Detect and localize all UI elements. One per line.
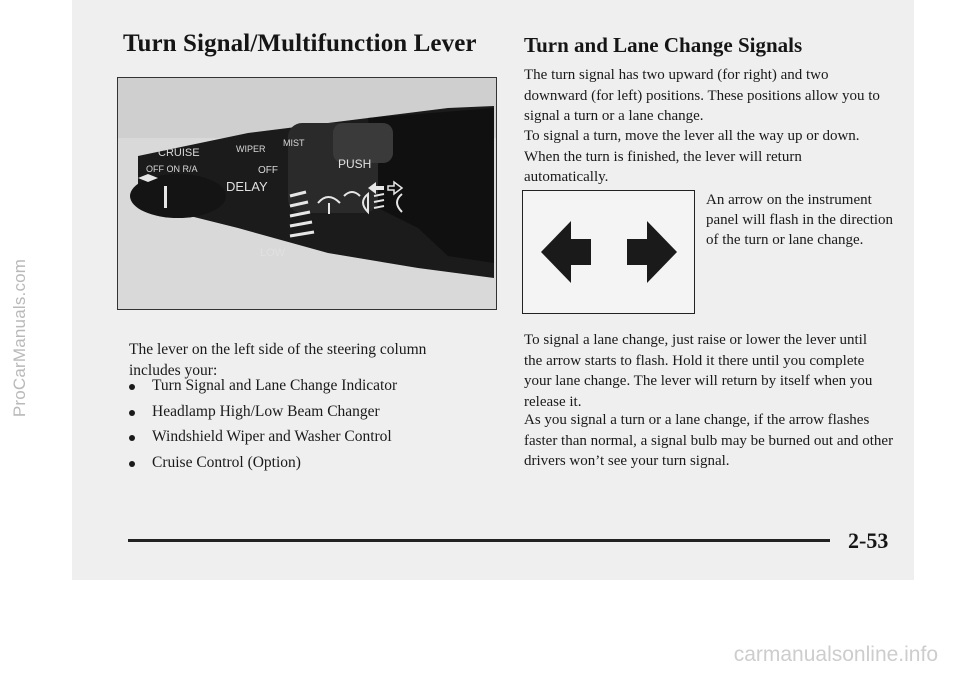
paragraph-signal-turn: To signal a turn, move the lever all the way up or down. When the turn is finished, the lever will return automatically. [524, 128, 860, 185]
page-number: 2-53 [848, 528, 889, 553]
list-item [126, 454, 397, 480]
footer-rule [128, 539, 830, 542]
cruise-switch-mark [164, 186, 167, 208]
paragraph-positions: The turn signal has two upward (for right) and two downward (for left) positions. These positions allow you to signal a turn or a lane change. [524, 67, 880, 124]
photo-label-wiper: WIPER [236, 144, 266, 154]
list-item [126, 377, 397, 403]
list-item-text: Headlamp High/Low Beam Changer [152, 402, 380, 420]
side-watermark: ProCarManuals.com [10, 258, 29, 418]
photo-label-delay: DELAY [226, 179, 268, 194]
arrow-caption: An arrow on the instrument panel will flash in the direction of the turn or lane change. [706, 192, 894, 248]
bullet-icon [129, 384, 135, 390]
lever-photo [117, 77, 497, 310]
lever-illustration [118, 78, 496, 309]
list-item-text: Cruise Control (Option) [152, 453, 301, 471]
paragraph-lane-change: To signal a lane change, just raise or lower the lever until the arrow starts to flash. Hold it there until you complete your lane change. The lever will return by itself when you release it. [524, 332, 873, 410]
photo-label-cruise: CRUISE [158, 147, 200, 159]
photo-label-mist: MIST [283, 138, 305, 148]
intro-text: The lever on the left side of the steering column includes your: [129, 341, 427, 379]
bottom-watermark: carmanualsonline.info [733, 643, 938, 666]
feature-list [126, 377, 397, 479]
list-item [126, 428, 397, 454]
list-item-text: Turn Signal and Lane Change Indicator [152, 377, 398, 394]
right-arrow-icon [627, 221, 677, 283]
list-item [126, 403, 397, 429]
paragraph-fast-flash: As you signal a turn or a lane change, if the arrow flashes faster than normal, a signal bulb may be burned out and other drivers won’t see your turn signal. [524, 412, 894, 469]
bullet-icon [129, 435, 135, 441]
photo-label-off-on-ra: OFF ON R/A [146, 164, 198, 174]
section-title-turn-lane-signals: Turn and Lane Change Signals [524, 33, 803, 57]
photo-label-push: PUSH [338, 157, 372, 171]
bullet-icon [129, 461, 135, 467]
photo-label-low: LOW [260, 247, 286, 259]
bullet-icon [129, 410, 135, 416]
left-arrow-icon [541, 221, 591, 283]
photo-label-off: OFF [258, 165, 278, 176]
list-item-text: Windshield Wiper and Washer Control [152, 428, 392, 445]
section-title-turn-signal-lever: Turn Signal/Multifunction Lever [123, 30, 477, 57]
turn-arrows-figure [522, 190, 695, 314]
